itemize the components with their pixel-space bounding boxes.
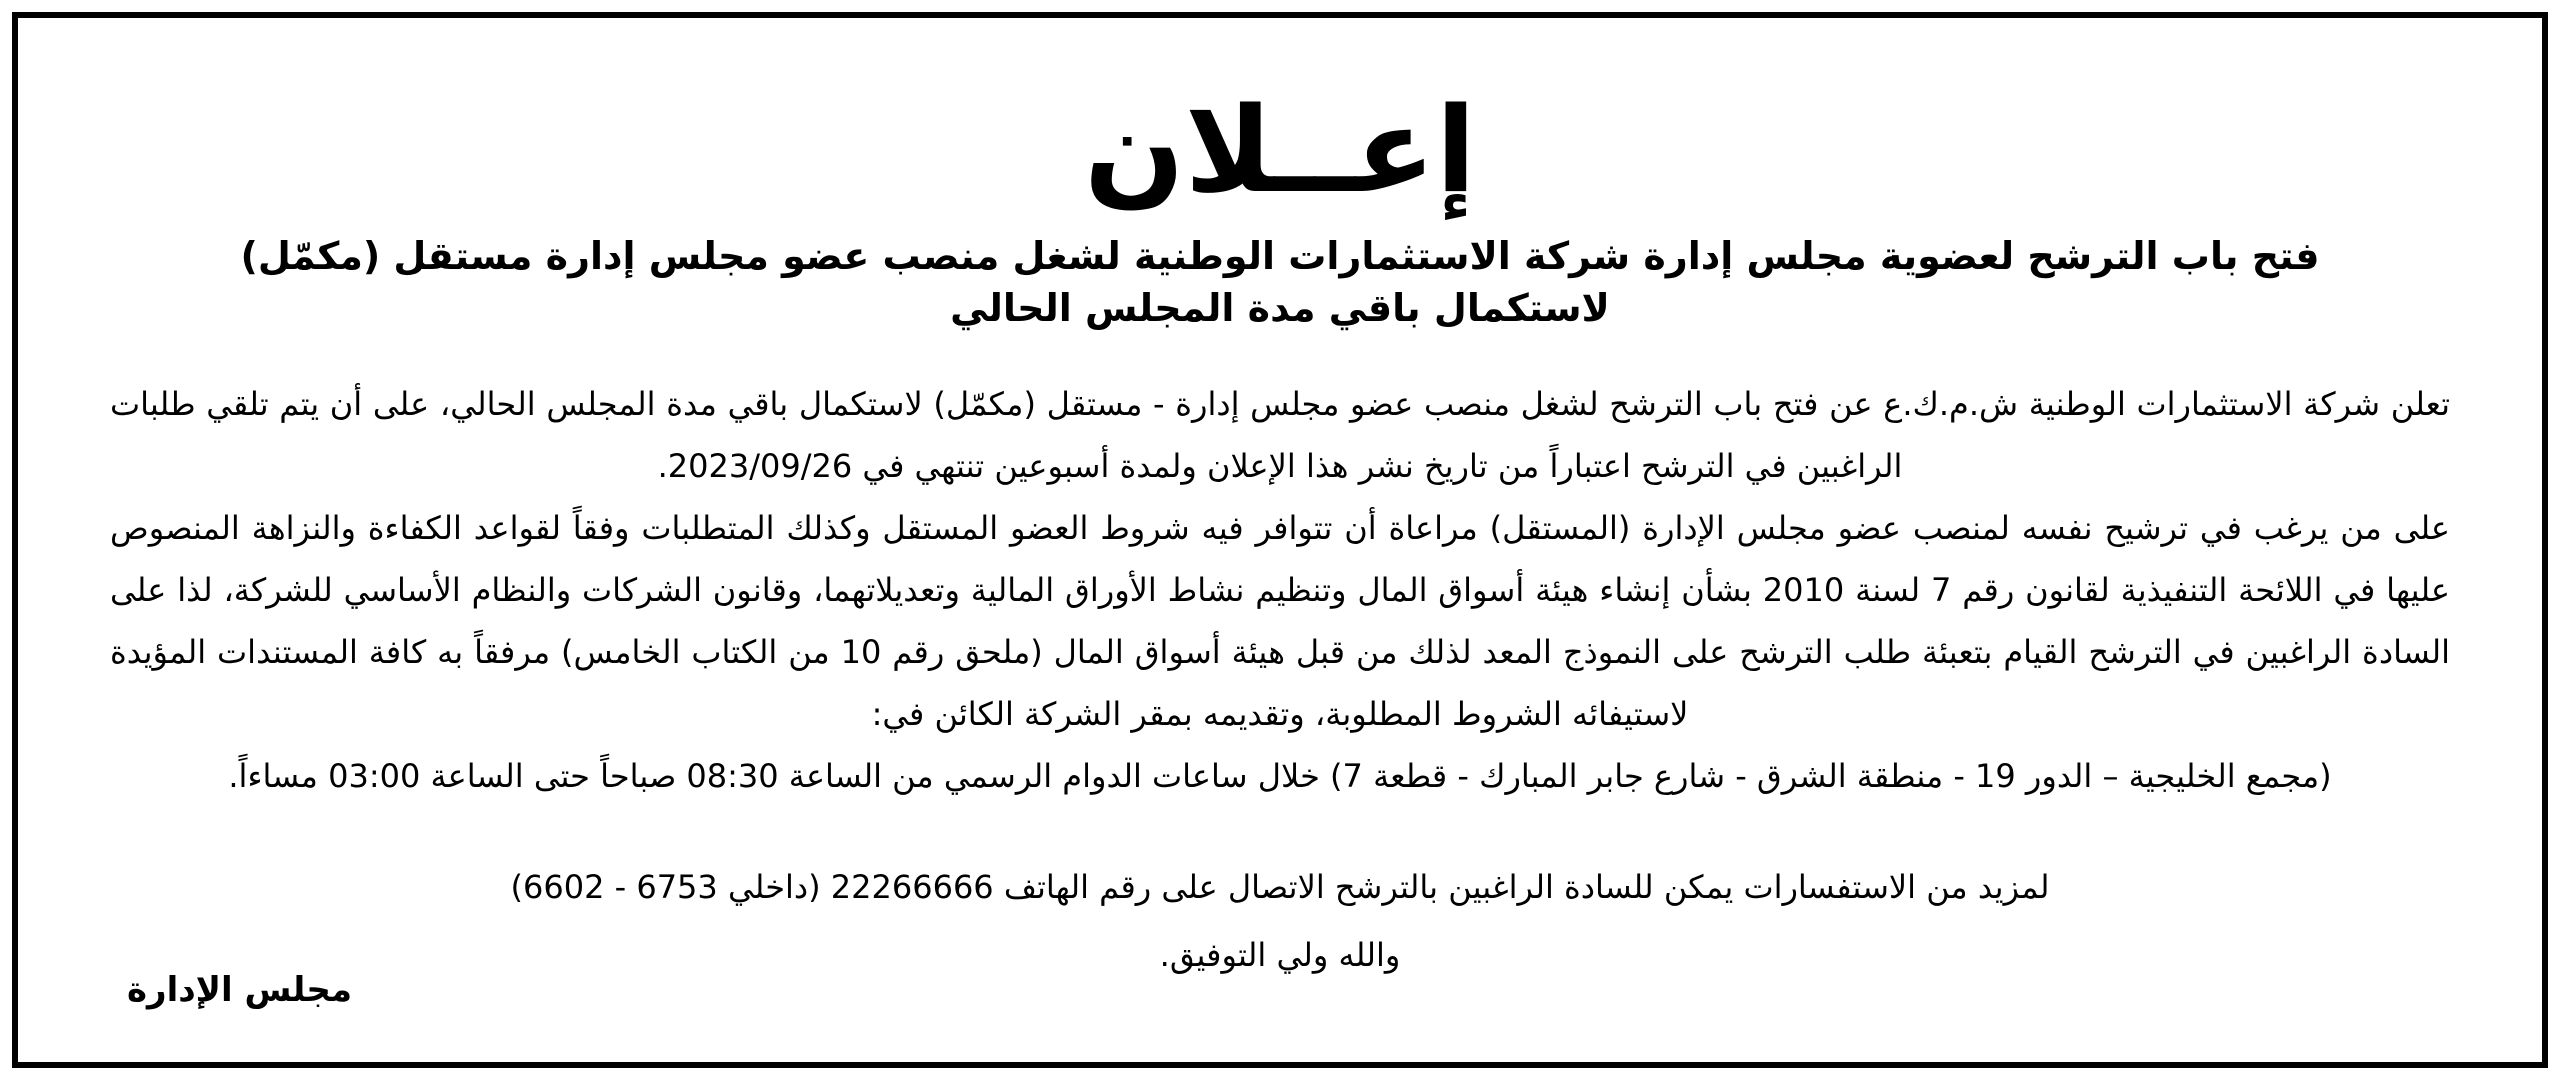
announcement-title: إعــلان	[1083, 81, 1477, 219]
announcement-content	[18, 18, 2542, 1062]
contact-block	[18, 853, 2542, 989]
contact-line: لمزيد من الاستفسارات يمكن للسادة الراغبين بالترشح الاتصال على رقم الهاتف 22266666 (داخلي 6753 - 6602)	[510, 868, 2050, 906]
body-paragraph-2: على من يرغب في ترشيح نفسه لمنصب عضو مجلس الإدارة (المستقل) مراعاة أن تتوافر فيه شروط العضو المستقل وكذلك المتطلبات وفقاً لقواعد الكفاءة والنزاهة المنصوص عليها في اللائحة التنفيذية لقانون رقم 7 لسنة 2010 بشأن إنشاء هيئة أسواق المال وتنظيم نشاط الأوراق المالية وتعديلاتهما، وقانون الشركات والنظام الأساسي للشركة، لذا على السادة الراغبين في الترشح القيام بتعبئة طلب الترشح على النموذج المعد لذلك من قبل هيئة أسواق المال (ملحق رقم 10 من الكتاب الخامس) مرفقاً به كافة المستندات المؤيدة لاستيفائه الشروط المطلوبة، وتقديمه بمقر الشركة الكائن في:	[110, 509, 2451, 733]
signature: مجلس الإدارة	[126, 970, 352, 1010]
announcement-body	[110, 373, 2450, 807]
announcement-border	[12, 12, 2548, 1068]
address-line: (مجمع الخليجية – الدور 19 - منطقة الشرق - شارع جابر المبارك - قطعة 7) خلال ساعات الدوام الرسمي من الساعة 08:30 صباحاً حتى الساعة 03:00 مساءاً.	[228, 757, 2332, 795]
closing-line: والله ولي التوفيق.	[1159, 936, 1401, 974]
subtitle-line-1: فتح باب الترشح لعضوية مجلس إدارة شركة الاستثمارات الوطنية لشغل منصب عضو مجلس إدارة مستقل (مكمّل)	[240, 234, 2320, 278]
announcement-subtitle	[18, 230, 2542, 334]
body-paragraph-1: تعلن شركة الاستثمارات الوطنية ش.م.ك.ع عن فتح باب الترشح لشغل منصب عضو مجلس إدارة - مستقل (مكمّل) لاستكمال باقي مدة المجلس الحالي، على أن يتم تلقي طلبات الراغبين في الترشح اعتباراً من تاريخ نشر هذا الإعلان ولمدة أسبوعين تنتهي في 2023/09/26.	[110, 385, 2450, 485]
subtitle-line-2: لاستكمال باقي مدة المجلس الحالي	[950, 286, 1610, 330]
